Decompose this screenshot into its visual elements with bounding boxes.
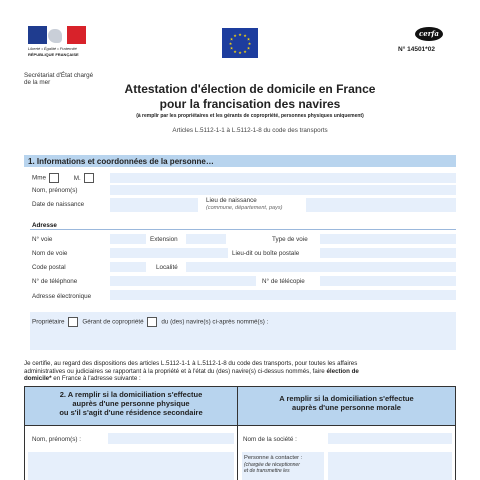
section2-nom-input[interactable] [108, 433, 234, 444]
civility-row [32, 173, 97, 183]
numero-voie-label: N° voie [32, 236, 53, 243]
gerant-label: Gérant de copropriété [82, 318, 144, 326]
proprietaire-checkbox[interactable] [68, 317, 78, 327]
civility-field [110, 173, 456, 183]
contact-line2: (chargée de réceptionner [244, 461, 300, 468]
section2-header [24, 386, 238, 426]
cerfa-number: N° 14501*02 [398, 46, 435, 53]
telephone-input[interactable] [110, 276, 256, 286]
certify-line3: en France à l'adresse suivante : [53, 375, 141, 382]
navires-label: du (des) navire(s) ci-après nommé(s) : [161, 318, 269, 326]
localite-input[interactable] [186, 262, 456, 272]
section2-title-line1: 2. A remplir si la domiciliation s'effectue [59, 390, 203, 399]
section2-title-line2: auprès d'une personne physique [72, 399, 190, 408]
m-checkbox[interactable] [84, 173, 94, 183]
societe-label: Nom de la société : [243, 436, 297, 443]
lieu-dit-input[interactable] [320, 248, 456, 258]
svg-text:★: ★ [233, 33, 237, 38]
section3-header [238, 386, 456, 426]
gerant-checkbox[interactable] [147, 317, 157, 327]
ministry-label: Secrétariat d'État chargé de la mer [24, 72, 94, 86]
svg-text:★: ★ [243, 33, 247, 38]
contact-line1: Personne à contacter : [244, 455, 303, 461]
adresse-divider [30, 229, 456, 230]
svg-text:★: ★ [229, 36, 234, 42]
extension-label: Extension [150, 236, 178, 243]
section3-title-line2: auprès d'une personne morale [292, 403, 401, 412]
lieu-naissance-hint: (commune, département, pays) [206, 205, 283, 211]
svg-text:★: ★ [229, 45, 234, 51]
section1-header [24, 155, 456, 167]
lieu-naissance-label: Lieu de naissance [206, 197, 257, 204]
lieu-dit-label: Lieu-dit ou boîte postale [232, 250, 300, 257]
mme-checkbox[interactable] [49, 173, 59, 183]
date-naissance-input[interactable] [110, 198, 198, 212]
lieu-naissance-input[interactable] [306, 198, 456, 212]
nom-voie-input[interactable] [110, 248, 228, 258]
certify-line2: administratives ou judiciaires se rapportant à la propriété et à l'état du (des) navire(s) ci-dessus nommés, faire [24, 367, 325, 375]
svg-text:★: ★ [243, 49, 247, 54]
cerfa-logo: cerfa [415, 27, 443, 41]
svg-text:★: ★ [238, 50, 242, 55]
section2-nom-label: Nom, prénom(s) : [32, 436, 81, 443]
adresse-title: Adresse [32, 222, 57, 229]
svg-text:★: ★ [238, 32, 242, 37]
email-label: Adresse électronique [32, 293, 92, 300]
svg-text:★: ★ [246, 36, 251, 42]
certify-bold: élection de [326, 367, 359, 375]
form-title-line2: pour la francisation des navires [159, 97, 341, 111]
form-title-line1: Attestation d'élection de domicile en France [124, 82, 376, 96]
svg-text:★: ★ [247, 41, 252, 46]
proprietaire-label: Propriétaire [32, 318, 65, 326]
code-postal-input[interactable] [110, 262, 146, 272]
societe-input[interactable] [328, 433, 452, 444]
articles-reference: Articles L.5112-1-1 à L.5112-1-8 du code des transports [172, 127, 328, 134]
form-subtitle: (à remplir par les propriétaires et les gérants de copropriété, personnes physiques uniquement) [136, 113, 364, 119]
section2-title-line3: ou s'il s'agit d'une résidence secondaire [59, 408, 203, 417]
telephone-label: N° de téléphone [32, 278, 78, 285]
status-row [32, 317, 268, 327]
code-postal-label: Code postal [32, 264, 66, 271]
svg-text:★: ★ [233, 49, 237, 54]
contact-input[interactable] [328, 452, 452, 480]
extension-input[interactable] [186, 234, 226, 244]
republique-francaise-logo [28, 26, 86, 60]
localite-label: Localité [156, 264, 178, 271]
svg-text:★: ★ [246, 45, 251, 51]
type-voie-label: Type de voie [272, 236, 308, 243]
nom-input[interactable] [110, 185, 456, 195]
nom-label: Nom, prénom(s) [32, 187, 78, 194]
section1-title: 1. Informations et coordonnées de la personne… [28, 157, 214, 166]
contact-line3: et de transmettre les [244, 468, 290, 474]
type-voie-input[interactable] [320, 234, 456, 244]
certify-line1: Je certifie, au regard des dispositions des articles L.5112-1-1 à L.5112-1-8 du code des transports, pour toutes les affaires [24, 360, 358, 367]
telecopie-input[interactable] [320, 276, 456, 286]
svg-text:★: ★ [228, 41, 233, 46]
email-input[interactable] [110, 290, 456, 300]
mme-label: Mme [32, 174, 46, 182]
nom-voie-label: Nom de voie [32, 250, 68, 257]
section3-title-line1: A remplir si la domiciliation s'effectue [279, 394, 414, 403]
rf-name: RÉPUBLIQUE FRANÇAISE [28, 52, 79, 57]
eu-flag-icon [222, 28, 258, 58]
certify-text [24, 360, 456, 383]
m-label: M. [73, 174, 81, 182]
contact-label [244, 455, 302, 475]
numero-voie-input[interactable] [110, 234, 146, 244]
section2-extra-field[interactable] [28, 452, 234, 480]
rf-motto: Liberté • Égalité • Fraternité [28, 46, 77, 51]
telecopie-label: N° de télécopie [262, 278, 305, 285]
date-naissance-label: Date de naissance [32, 201, 85, 208]
certify-domicile: domicile* [24, 375, 52, 382]
